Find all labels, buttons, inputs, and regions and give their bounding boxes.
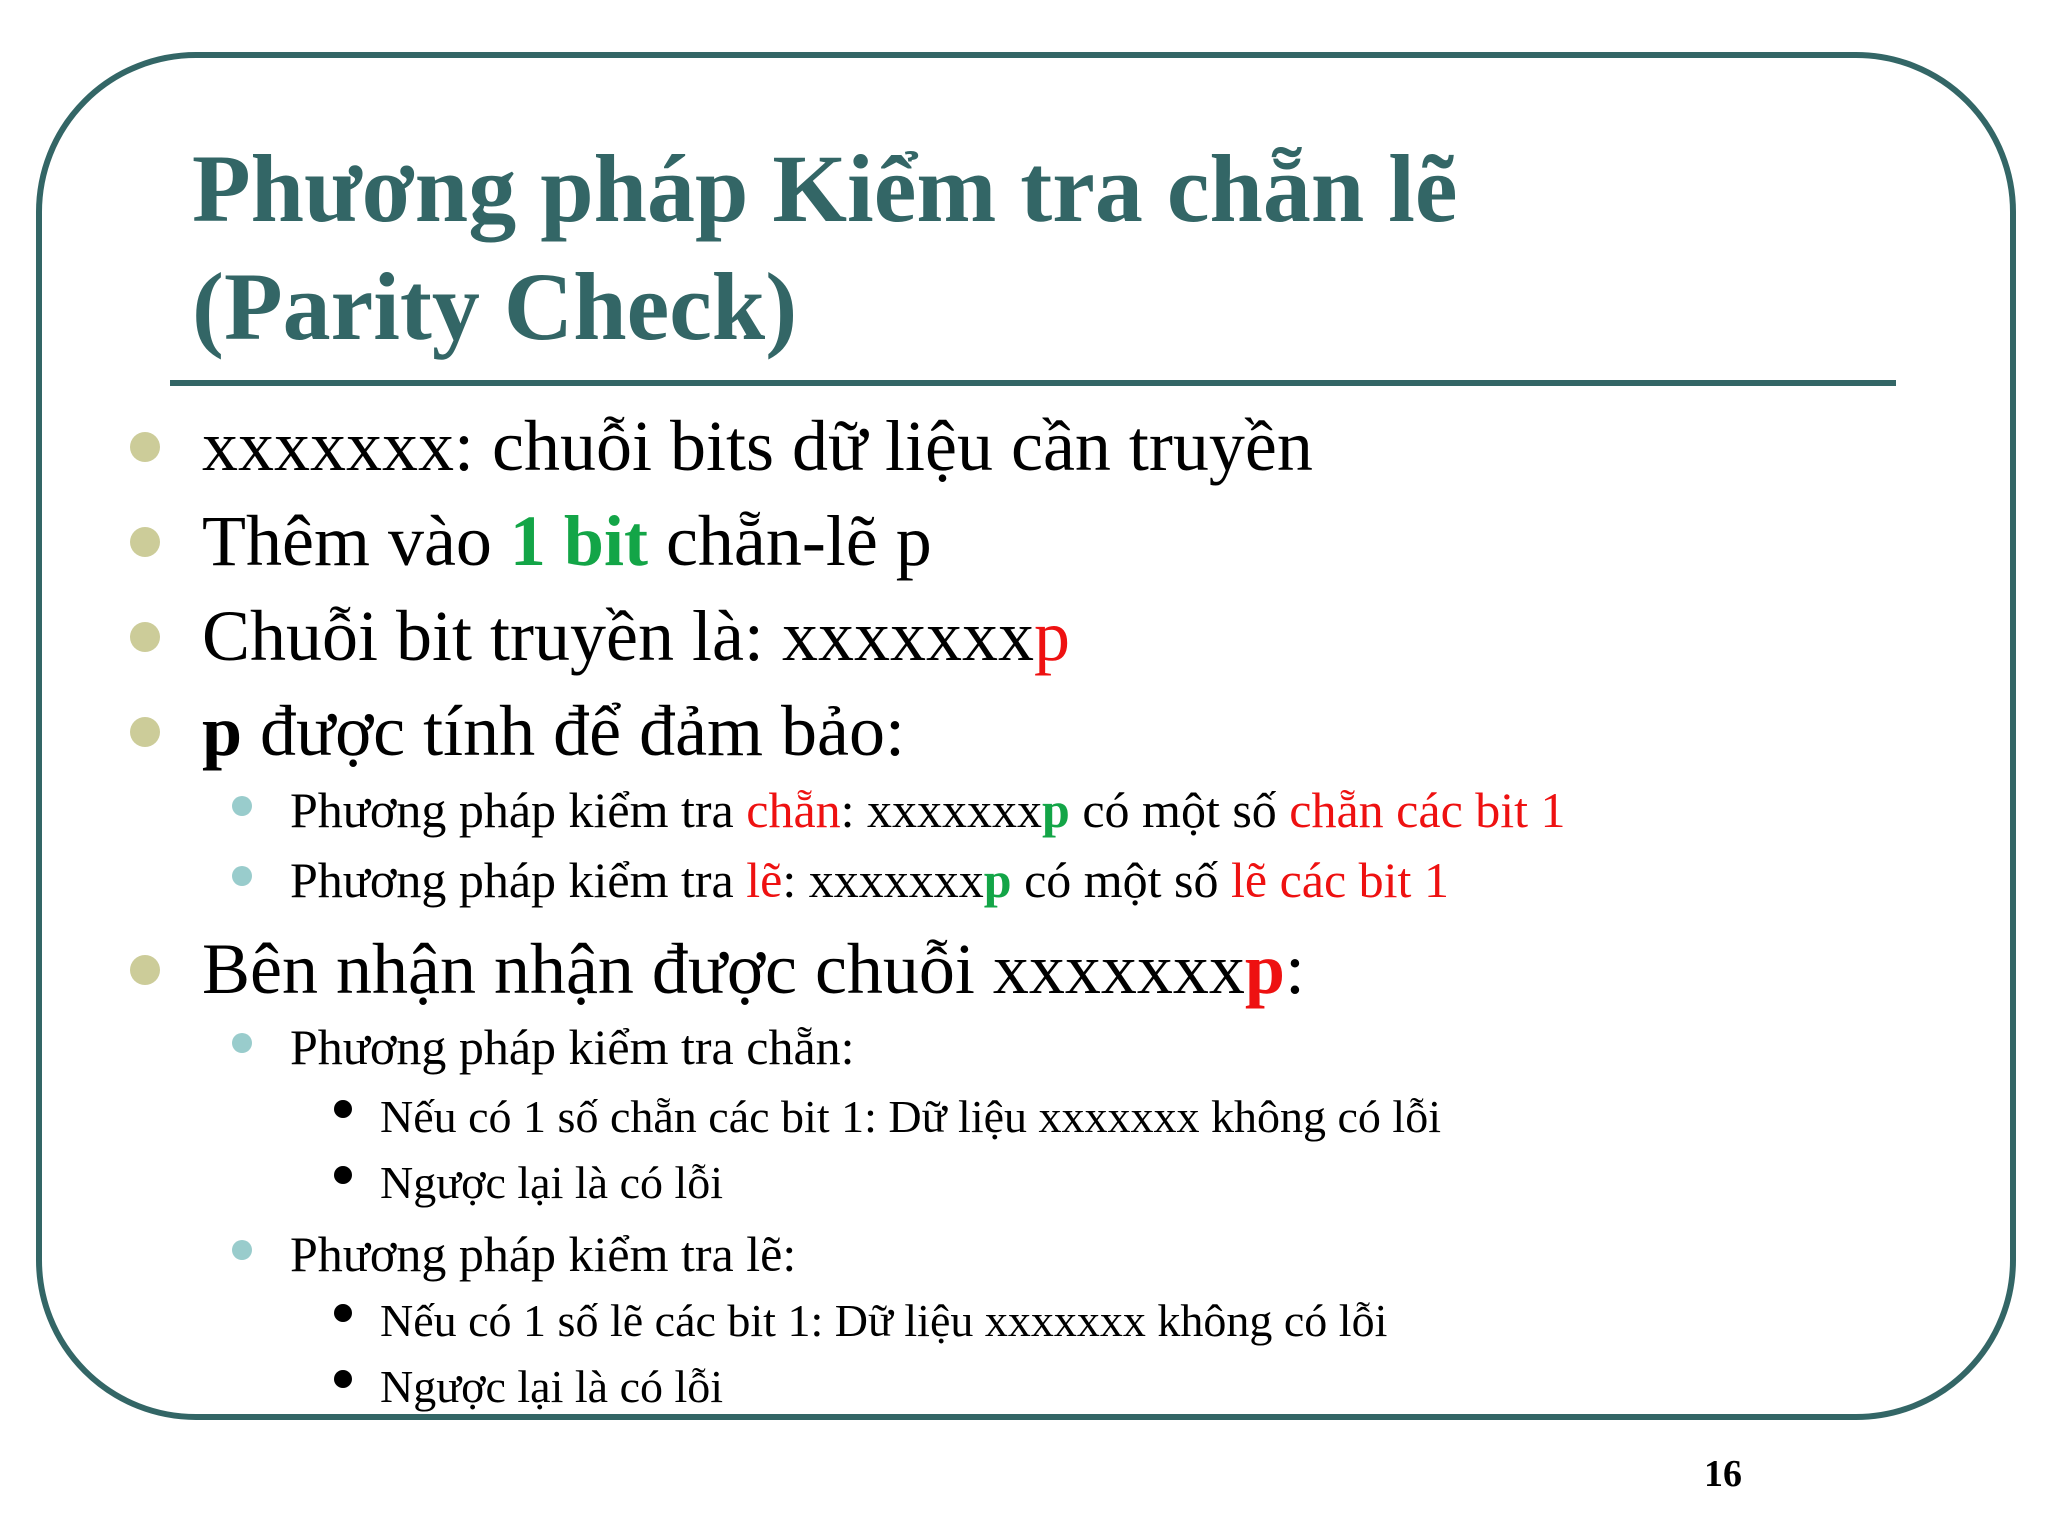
sub-sub-text: Nếu có 1 số chẵn các bit 1: Dữ liệu xxxxxxx không có lỗi <box>380 1091 1441 1142</box>
bullet-dot <box>130 955 160 985</box>
sub-text: Phương pháp kiểm tra chẵn: <box>290 1019 855 1075</box>
sub-bullet-dot <box>232 866 252 886</box>
sub-sub-text: Ngược lại là có lỗi <box>380 1361 724 1412</box>
sub-text-mid: : xxxxxxx <box>840 782 1043 838</box>
bullet-add-parity-bit <box>202 499 932 583</box>
sub-sub-bullet-odd-ok <box>380 1293 1387 1349</box>
sub-sub-bullet-dot <box>334 1100 352 1118</box>
bullet-data-bits <box>202 404 1313 488</box>
bullet-transmitted-string <box>202 594 1070 678</box>
sub-sub-bullet-even-error <box>380 1155 723 1211</box>
sub-text-mid2: có một số <box>1069 782 1290 838</box>
kind-odd: lẽ <box>746 852 783 908</box>
kind-even: chẵn <box>746 782 841 838</box>
parity-bit-p: p <box>1042 782 1070 838</box>
even-count-text: chẵn các bit 1 <box>1289 782 1566 838</box>
sub-bullet-even-check <box>290 1017 855 1077</box>
sub-bullet-even-method <box>290 780 1566 840</box>
bullet-dot <box>130 717 160 747</box>
sub-sub-bullet-dot <box>334 1304 352 1322</box>
sub-bullet-dot <box>232 1240 252 1260</box>
parity-bit-p: p <box>202 691 243 771</box>
sub-bullet-odd-check <box>290 1224 796 1284</box>
sub-text-mid2: có một số <box>1011 852 1231 908</box>
page-number: 16 <box>1704 1453 1742 1495</box>
sub-sub-bullet-odd-error <box>380 1359 723 1415</box>
sub-text-mid: : xxxxxxx <box>782 852 984 908</box>
bullet-dot <box>130 622 160 652</box>
bullet-text: xxxxxxx: chuỗi bits dữ liệu cần truyền <box>202 406 1313 486</box>
sub-bullet-dot <box>232 796 252 816</box>
sub-text-pre: Phương pháp kiểm tra <box>290 852 747 908</box>
sub-bullet-dot <box>232 1033 252 1053</box>
parity-bit-p: p <box>1244 929 1285 1009</box>
bullet-p-computed <box>202 689 905 773</box>
sub-text-pre: Phương pháp kiểm tra <box>290 782 747 838</box>
odd-count-text: lẽ các bit 1 <box>1231 852 1449 908</box>
bullet-dot <box>130 432 160 462</box>
sub-sub-text: Ngược lại là có lỗi <box>380 1157 724 1208</box>
parity-bit-p: p <box>983 852 1012 908</box>
bullet-text-pre: Chuỗi bit truyền là: xxxxxxx <box>202 596 1034 676</box>
sub-sub-bullet-dot <box>334 1370 352 1388</box>
bullet-text-post: được tính để đảm bảo: <box>242 691 905 771</box>
sub-sub-bullet-even-ok <box>380 1089 1441 1145</box>
bullet-text-post: : <box>1284 929 1305 1009</box>
sub-bullet-odd-method <box>290 850 1449 910</box>
bullet-text-post: chẵn-lẽ p <box>647 501 932 581</box>
sub-sub-bullet-dot <box>334 1166 352 1184</box>
sub-text: Phương pháp kiểm tra lẽ: <box>290 1226 797 1282</box>
title-line-2: (Parity Check) <box>192 253 798 360</box>
bullet-text-pre: Bên nhận nhận được chuỗi xxxxxxx <box>202 929 1245 1009</box>
parity-bit-p: p <box>1033 596 1070 676</box>
highlight-one-bit: 1 bit <box>509 501 648 581</box>
bullet-receiver <box>202 927 1305 1011</box>
bullet-dot <box>130 527 160 557</box>
sub-sub-text: Nếu có 1 số lẽ các bit 1: Dữ liệu xxxxxxx không có lỗi <box>380 1295 1388 1346</box>
bullet-text-pre: Thêm vào <box>202 501 510 581</box>
title-line-1: Phương pháp Kiểm tra chẵn lẽ <box>192 135 1458 242</box>
